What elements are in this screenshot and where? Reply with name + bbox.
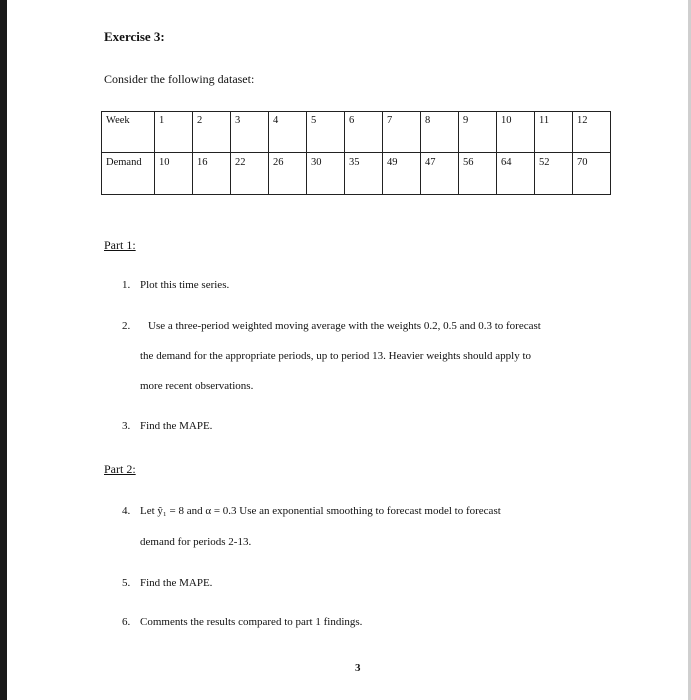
left-dark-border — [0, 0, 7, 700]
week-cell: 6 — [345, 112, 383, 153]
demand-cell: 56 — [459, 153, 497, 195]
demand-label: Demand — [102, 153, 155, 195]
week-cell: 1 — [155, 112, 193, 153]
week-cell: 8 — [421, 112, 459, 153]
week-cell: 11 — [535, 112, 573, 153]
demand-row — [102, 153, 611, 195]
week-cell: 3 — [231, 112, 269, 153]
demand-cell: 26 — [269, 153, 307, 195]
page-number: 3 — [355, 662, 361, 674]
item-number: 3. — [122, 420, 131, 432]
demand-cell: 47 — [421, 153, 459, 195]
week-cell: 9 — [459, 112, 497, 153]
item-number: 2. — [122, 320, 131, 332]
item-text: Use a three-period weighted moving average with the weights 0.2, 0.5 and 0.3 to forecast — [148, 320, 541, 332]
demand-cell: 22 — [231, 153, 269, 195]
item-text: demand for periods 2-13. — [140, 536, 252, 548]
item-text: the demand for the appropriate periods, up to period 13. Heavier weights should apply to — [140, 350, 532, 362]
demand-cell: 35 — [345, 153, 383, 195]
week-cell: 12 — [573, 112, 611, 153]
item-text: Comments the results compared to part 1 findings. — [140, 616, 363, 628]
item-number: 4. — [122, 505, 131, 517]
part2-heading: Part 2: — [104, 462, 136, 476]
demand-cell: 49 — [383, 153, 421, 195]
week-row — [102, 112, 611, 153]
demand-cell: 30 — [307, 153, 345, 195]
demand-cell: 52 — [535, 153, 573, 195]
exercise-title: Exercise 3: — [104, 29, 165, 44]
item-text: Plot this time series. — [140, 279, 230, 291]
intro-text: Consider the following dataset: — [104, 72, 255, 86]
week-cell: 10 — [497, 112, 535, 153]
demand-cell: 64 — [497, 153, 535, 195]
item-number: 6. — [122, 616, 131, 628]
week-cell: 5 — [307, 112, 345, 153]
week-cell: 2 — [193, 112, 231, 153]
item-text: more recent observations. — [140, 380, 254, 392]
item-number: 5. — [122, 577, 131, 589]
week-cell: 7 — [383, 112, 421, 153]
week-cell: 4 — [269, 112, 307, 153]
dataset-table — [101, 111, 611, 195]
document-page — [7, 0, 688, 700]
item-number: 1. — [122, 279, 131, 291]
demand-cell: 70 — [573, 153, 611, 195]
week-label: Week — [102, 112, 155, 153]
item-text: Find the MAPE. — [140, 420, 213, 432]
demand-cell: 16 — [193, 153, 231, 195]
part1-heading: Part 1: — [104, 238, 136, 252]
item-text: Let ŷ₁ = 8 and α = 0.3 Use an exponential smoothing to forecast model to forecast — [140, 505, 501, 517]
item-text: Find the MAPE. — [140, 577, 213, 589]
demand-cell: 10 — [155, 153, 193, 195]
